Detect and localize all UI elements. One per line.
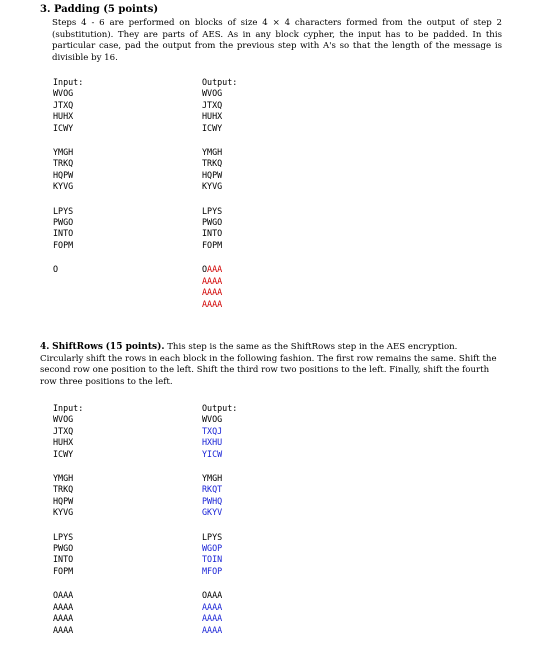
matrix-block bbox=[53, 147, 83, 193]
matrix-row: AAAA bbox=[53, 613, 74, 624]
matrix-block bbox=[202, 264, 237, 310]
matrix-row: AAAA bbox=[202, 287, 223, 298]
matrix-row: WVOG bbox=[202, 414, 223, 425]
shiftrows-paragraph: This step is the same as the ShiftRows step in the AES encryption. Circularly shift the rows in each block in the following fashion. The first row remains the same. Shift the second row one position to the left. Shift the third row two positions to the left. Finally, shift the fourth row three positions to the left. bbox=[40, 342, 497, 387]
matrix-row: TXQJ bbox=[202, 425, 223, 436]
matrix-row: ICWY bbox=[53, 122, 74, 133]
matrix-row: LPYS bbox=[53, 205, 74, 216]
matrix-row: AAAA bbox=[53, 601, 74, 612]
matrix-row: INTO bbox=[53, 554, 74, 565]
matrix-row: AAAA bbox=[202, 613, 223, 624]
matrix-row: AAAA bbox=[202, 275, 223, 286]
matrix-row: HUHX bbox=[202, 111, 223, 122]
matrix-row: HXHU bbox=[202, 437, 223, 448]
matrix-row: AAAA bbox=[202, 298, 223, 309]
matrix-row: YMGH bbox=[202, 473, 223, 484]
matrix-row: TRKQ bbox=[53, 484, 74, 495]
matrix-row: LPYS bbox=[53, 531, 74, 542]
matrix-block bbox=[202, 147, 237, 193]
padding-points: (5 points) bbox=[103, 4, 159, 15]
matrix-row: JTXQ bbox=[53, 99, 74, 110]
matrix-block bbox=[53, 88, 83, 134]
matrix-block bbox=[202, 414, 237, 460]
matrix-block bbox=[53, 264, 83, 275]
matrix-row: LPYS bbox=[202, 205, 223, 216]
matrix-row: INTO bbox=[53, 228, 74, 239]
matrix-row: GKYV bbox=[202, 507, 223, 518]
padding-title: Padding bbox=[53, 4, 100, 15]
matrix-row: AAAA bbox=[202, 624, 223, 635]
matrix-block bbox=[53, 473, 83, 519]
matrix-row: MFOP bbox=[202, 565, 223, 576]
matrix-block bbox=[202, 206, 237, 252]
matrix-row: KYVG bbox=[202, 181, 223, 192]
matrix-row: AAAA bbox=[202, 601, 223, 612]
matrix-row: KYVG bbox=[53, 507, 74, 518]
matrix-block bbox=[202, 532, 237, 578]
matrix-row: YMGH bbox=[202, 147, 223, 158]
matrix-row: OAAA bbox=[202, 590, 223, 601]
matrix-row: ICWY bbox=[202, 122, 223, 133]
matrix-row: OAAA bbox=[53, 590, 74, 601]
matrix-row: WVOG bbox=[53, 88, 74, 99]
matrix-row: YMGH bbox=[53, 147, 74, 158]
matrix-row: FOPM bbox=[53, 239, 74, 250]
matrix-row: PWGO bbox=[53, 543, 74, 554]
matrix-block bbox=[53, 532, 83, 578]
matrix-row: JTXQ bbox=[202, 99, 223, 110]
matrix-row: TRKQ bbox=[202, 158, 223, 169]
matrix-block bbox=[53, 590, 83, 636]
matrix-row: HQPW bbox=[202, 169, 223, 180]
matrix-block bbox=[53, 414, 83, 460]
matrix-row: HUHX bbox=[53, 437, 74, 448]
matrix-row: RKQT bbox=[202, 484, 223, 495]
matrix-row: WVOG bbox=[202, 88, 223, 99]
matrix-row: WVOG bbox=[53, 414, 74, 425]
padding-heading bbox=[40, 4, 502, 16]
padding-paragraph: Steps 4 - 6 are performed on blocks of size 4 × 4 characters formed from the output of step 2 (substitution). They are parts of AES. As in any block cypher, the input has to be padded. In this particular case, pad the output from the previous step with A's so that the length of the message is divisible by 16. bbox=[52, 18, 502, 63]
padding-number: 3. bbox=[40, 4, 51, 15]
shiftrows-number: 4. bbox=[40, 342, 50, 352]
matrix-row: HUHX bbox=[53, 111, 74, 122]
matrix-row: PWHQ bbox=[202, 495, 223, 506]
shiftrows-paragraph-block bbox=[40, 342, 502, 388]
matrix-row: PWGO bbox=[53, 217, 74, 228]
matrix-row: ICWY bbox=[53, 448, 74, 459]
padding-output-label: Output: bbox=[202, 77, 238, 87]
padding-section bbox=[40, 4, 502, 64]
matrix-row: HQPW bbox=[53, 495, 74, 506]
matrix-block bbox=[202, 473, 237, 519]
matrix-row: HQPW bbox=[53, 169, 74, 180]
shiftrows-input-label: Input: bbox=[53, 403, 84, 413]
matrix-row: TOIN bbox=[202, 554, 223, 565]
matrix-row: WGOP bbox=[202, 543, 223, 554]
matrix-row: LPYS bbox=[202, 531, 223, 542]
matrix-row: JTXQ bbox=[53, 425, 74, 436]
matrix-row: FOPM bbox=[202, 239, 223, 250]
matrix-row: INTO bbox=[202, 228, 223, 239]
matrix-row: PWGO bbox=[202, 217, 223, 228]
shiftrows-section bbox=[40, 342, 502, 388]
matrix-row: O bbox=[53, 264, 59, 275]
matrix-block bbox=[202, 590, 237, 636]
shiftrows-points: (15 points). bbox=[105, 342, 165, 352]
matrix-block bbox=[53, 206, 83, 252]
matrix-row: AAAA bbox=[53, 624, 74, 635]
matrix-row: YICW bbox=[202, 448, 223, 459]
matrix-row: OAAA bbox=[202, 264, 223, 275]
padding-output-column bbox=[202, 77, 237, 310]
matrix-row: YMGH bbox=[53, 473, 74, 484]
matrix-row: KYVG bbox=[53, 181, 74, 192]
padding-input-column bbox=[53, 77, 83, 276]
matrix-block bbox=[202, 88, 237, 134]
shiftrows-output-column bbox=[202, 403, 237, 636]
matrix-row: FOPM bbox=[53, 565, 74, 576]
padding-input-label: Input: bbox=[53, 77, 84, 87]
matrix-row: TRKQ bbox=[53, 158, 74, 169]
shiftrows-title: ShiftRows bbox=[52, 342, 103, 352]
shiftrows-output-label: Output: bbox=[202, 403, 238, 413]
shiftrows-input-column bbox=[53, 403, 83, 636]
